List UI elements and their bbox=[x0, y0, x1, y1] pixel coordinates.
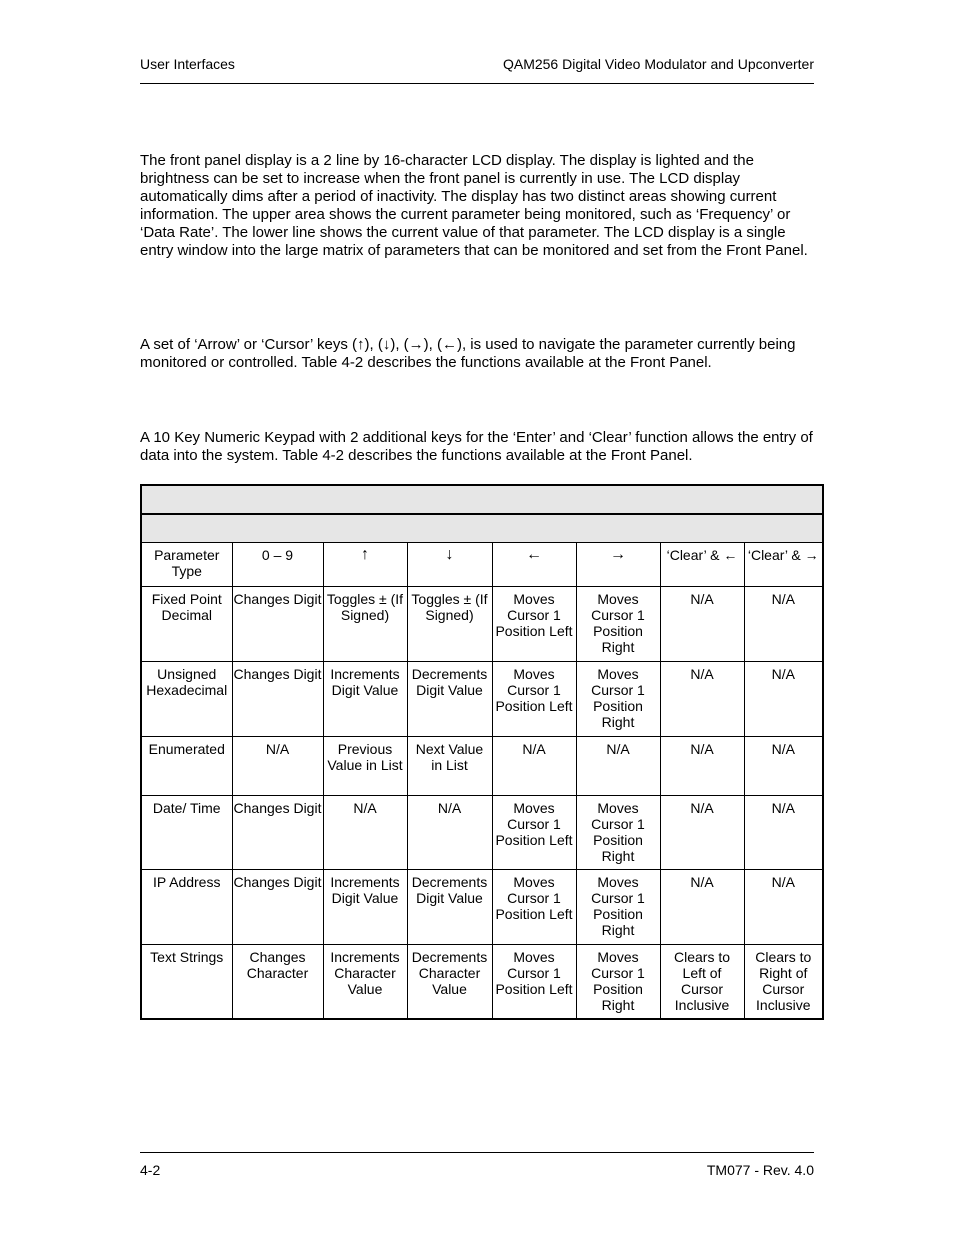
table-cell: Moves Cursor 1 Position Right bbox=[576, 662, 660, 737]
table-cell: Moves Cursor 1 Position Left bbox=[492, 945, 576, 1019]
table-cell: N/A bbox=[660, 737, 744, 796]
running-header-section: User Interfaces bbox=[140, 56, 235, 72]
table-cell: Moves Cursor 1 Position Right bbox=[576, 945, 660, 1019]
table-cell: Moves Cursor 1 Position Right bbox=[576, 587, 660, 662]
table-cell: Toggles ± (If Signed) bbox=[323, 587, 407, 662]
table-cell: N/A bbox=[407, 796, 492, 870]
table-cell: N/A bbox=[323, 796, 407, 870]
table-cell: N/A bbox=[660, 587, 744, 662]
table-cell: Moves Cursor 1 Position Left bbox=[492, 662, 576, 737]
table-cell: N/A bbox=[576, 737, 660, 796]
table-row bbox=[141, 587, 823, 662]
column-header-right-arrow: → bbox=[576, 543, 660, 587]
front-panel-functions-table bbox=[140, 484, 824, 1020]
table-cell: Decrements Digit Value bbox=[407, 662, 492, 737]
table-cell: N/A bbox=[660, 662, 744, 737]
table-cell: Increments Character Value bbox=[323, 945, 407, 1019]
table-cell: Decrements Digit Value bbox=[407, 870, 492, 945]
column-header-clear-right: ‘Clear’ & → bbox=[744, 543, 823, 587]
table-caption-band bbox=[141, 485, 823, 514]
display-paragraph: The front panel display is a 2 line by 16-character LCD display. The display is lighted and the brightness can be set to increase when the front panel is currently in use. The LCD display automatically dims after a period of inactivity. The display has two distinct areas showing current information. The upper area shows the current parameter being monitored, such as ‘Frequency’ or ‘Data Rate’. The lower line shows the current value of that parameter. The LCD display is a single entry window into the large matrix of parameters that can be monitored and set from the Front Panel. bbox=[140, 152, 808, 259]
column-header-down-arrow: ↓ bbox=[407, 543, 492, 587]
table-row bbox=[141, 737, 823, 796]
table-cell: Moves Cursor 1 Position Left bbox=[492, 870, 576, 945]
table-cell: N/A bbox=[660, 870, 744, 945]
table-cell: N/A bbox=[232, 737, 323, 796]
table-cell: Toggles ± (If Signed) bbox=[407, 587, 492, 662]
table-cell: Text Strings bbox=[141, 945, 232, 1019]
keypad-paragraph: A 10 Key Numeric Keypad with 2 additional keys for the ‘Enter’ and ‘Clear’ function allows the entry of data into the system. Table 4-2 describes the functions available at the Front Panel. bbox=[140, 429, 813, 464]
table-cell: N/A bbox=[744, 870, 823, 945]
table-cell: N/A bbox=[744, 662, 823, 737]
column-header-parameter-type: Parameter Type bbox=[141, 543, 232, 587]
table-cell: Moves Cursor 1 Position Right bbox=[576, 796, 660, 870]
column-header-digits: 0 – 9 bbox=[232, 543, 323, 587]
table-cell: Moves Cursor 1 Position Right bbox=[576, 870, 660, 945]
table-cell: Moves Cursor 1 Position Left bbox=[492, 587, 576, 662]
table-row bbox=[141, 870, 823, 945]
table-cell: Previous Value in List bbox=[323, 737, 407, 796]
table-row bbox=[141, 796, 823, 870]
table-cell: Unsigned Hexadecimal bbox=[141, 662, 232, 737]
column-header-left-arrow: ← bbox=[492, 543, 576, 587]
table-cell: Changes Character bbox=[232, 945, 323, 1019]
table-cell: Clears to Left of Cursor Inclusive bbox=[660, 945, 744, 1019]
cursor-keys-paragraph: A set of ‘Arrow’ or ‘Cursor’ keys (↑), (↓), (→), (←), is used to navigate the parameter currently being monitored or controlled. Table 4-2 describes the functions available at the Front Panel. bbox=[140, 336, 796, 371]
table-cell: IP Address bbox=[141, 870, 232, 945]
table-cell: Increments Digit Value bbox=[323, 870, 407, 945]
table-cell: N/A bbox=[744, 587, 823, 662]
page-number: 4-2 bbox=[140, 1162, 161, 1178]
table-header-row bbox=[141, 543, 823, 587]
table-cell: Changes Digit bbox=[232, 870, 323, 945]
column-header-clear-left: ‘Clear’ & ← bbox=[660, 543, 744, 587]
table-row bbox=[141, 945, 823, 1019]
table-cell: N/A bbox=[660, 796, 744, 870]
table-cell: Next Value in List bbox=[407, 737, 492, 796]
header-rule bbox=[140, 83, 814, 84]
document-revision: TM077 - Rev. 4.0 bbox=[706, 1162, 814, 1178]
table-cell: Changes Digit bbox=[232, 662, 323, 737]
table-cell: Moves Cursor 1 Position Left bbox=[492, 796, 576, 870]
table-cell: Enumerated bbox=[141, 737, 232, 796]
table-row bbox=[141, 662, 823, 737]
table-cell: Clears to Right of Cursor Inclusive bbox=[744, 945, 823, 1019]
table-cell: Decrements Character Value bbox=[407, 945, 492, 1019]
table-cell: Changes Digit bbox=[232, 796, 323, 870]
table-subcaption-band bbox=[141, 514, 823, 543]
table-cell: Changes Digit bbox=[232, 587, 323, 662]
table-cell: Increments Digit Value bbox=[323, 662, 407, 737]
table-cell: N/A bbox=[492, 737, 576, 796]
column-header-up-arrow: ↑ bbox=[323, 543, 407, 587]
table-cell: N/A bbox=[744, 737, 823, 796]
table-cell: Date/ Time bbox=[141, 796, 232, 870]
running-header-title: QAM256 Digital Video Modulator and Upconverter bbox=[502, 56, 814, 72]
table-cell: N/A bbox=[744, 796, 823, 870]
table-cell: Fixed Point Decimal bbox=[141, 587, 232, 662]
footer-rule bbox=[140, 1152, 814, 1153]
